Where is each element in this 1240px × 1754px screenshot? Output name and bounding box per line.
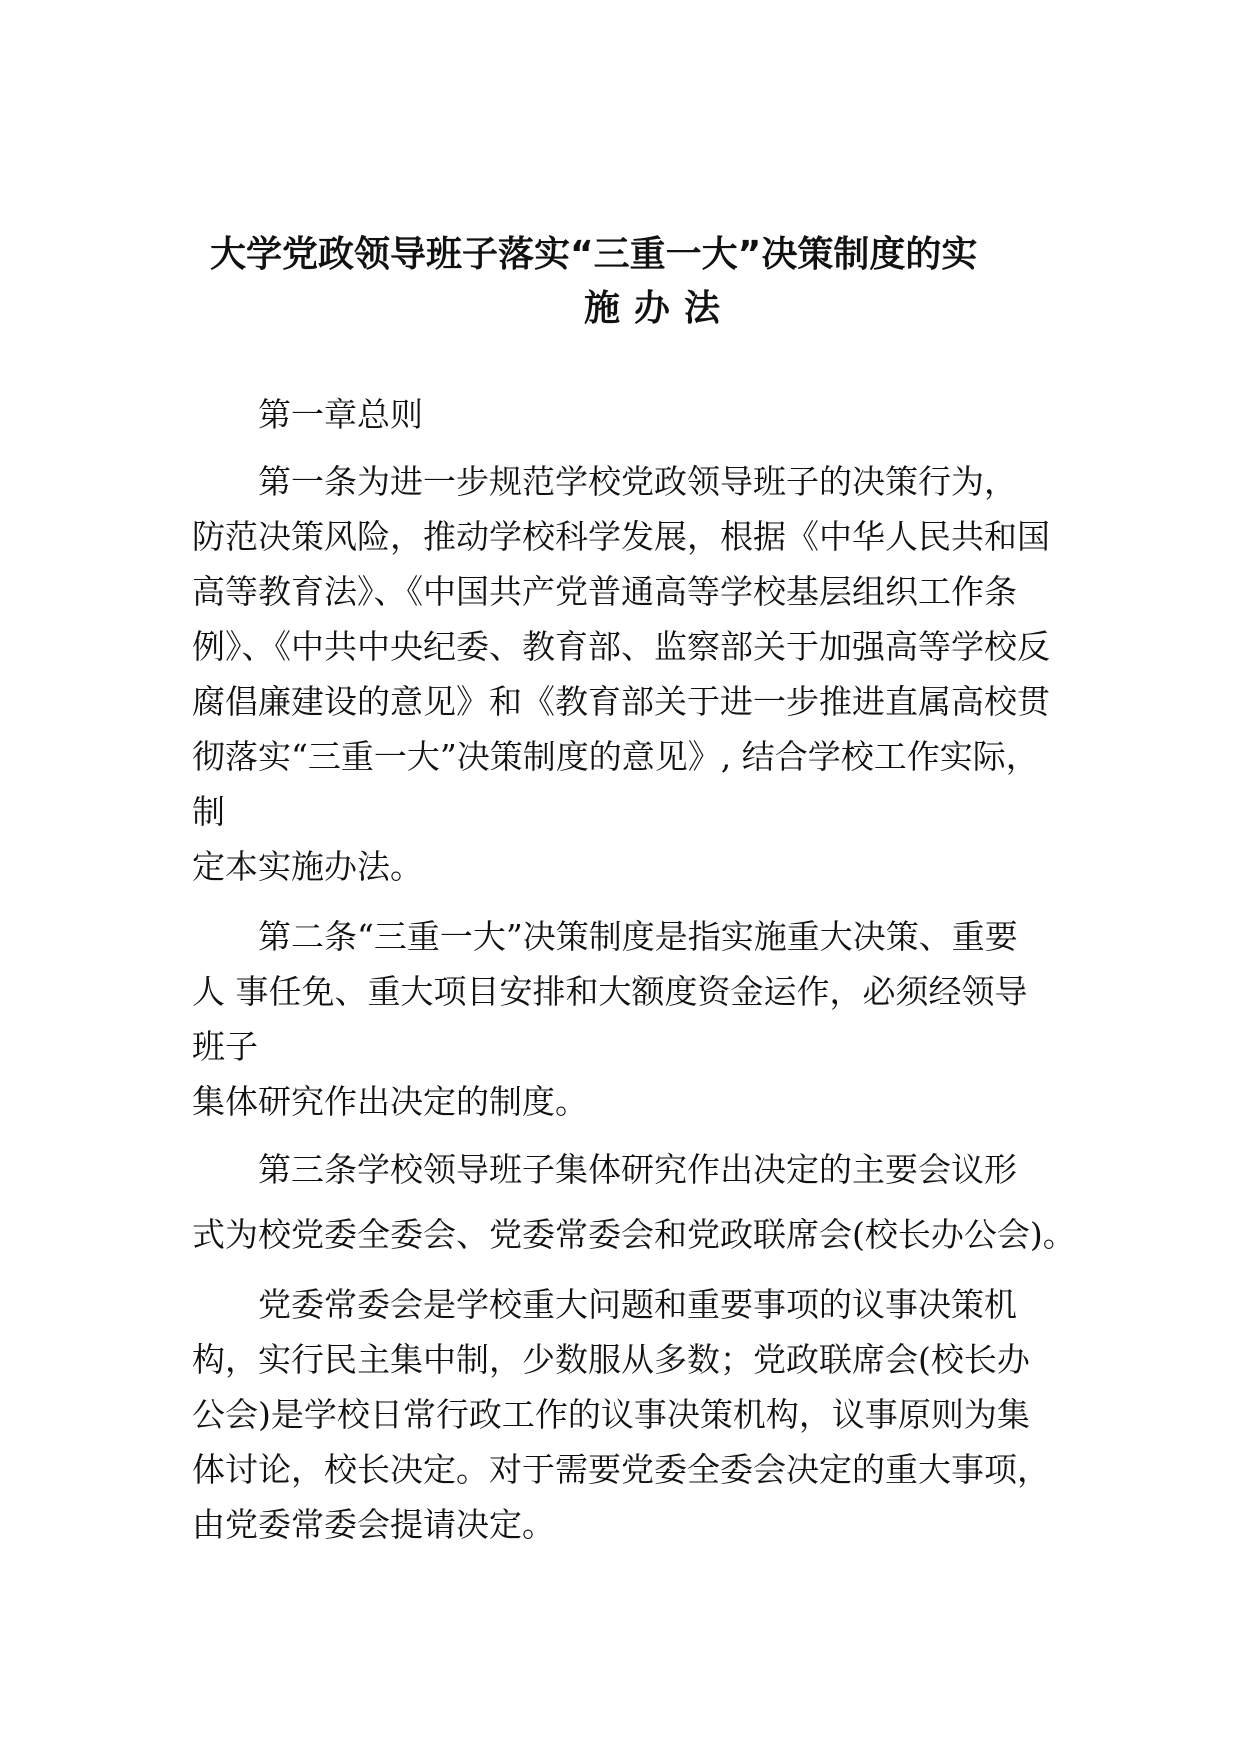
text-line: 第三条学校领导班子集体研究作出决定的主要会议形 xyxy=(258,1150,1017,1189)
text-line: 班子 xyxy=(192,1027,258,1066)
text-line: 构，实行民主集中制，少数服从多数；党政联席会(校长办 xyxy=(192,1340,1030,1379)
document-title-line-1: 大学党政领导班子落实“三重一大”决策制度的实 xyxy=(210,234,978,275)
text-line: 高等教育法》、《中国共产党普通高等学校基层组织工作条 xyxy=(192,572,1017,611)
text-line: 防范决策风险，推动学校科学发展，根据《中华人民共和国 xyxy=(192,517,1050,556)
text-line: 由党委常委会提请决定。 xyxy=(192,1505,555,1544)
text-line: 集体研究作出决定的制度。 xyxy=(192,1082,588,1121)
chapter-heading: 第一章总则 xyxy=(258,395,423,434)
text-line: 式为校党委全委会、党委常委会和党政联席会(校长办公会)。 xyxy=(192,1215,1076,1254)
text-line: 腐倡廉建设的意见》和《教育部关于进一步推进直属高校贯 xyxy=(192,682,1050,721)
text-line: 第二条“三重一大”决策制度是指实施重大决策、重要 xyxy=(258,917,1018,956)
text-line: 第一条为进一步规范学校党政领导班子的决策行为， xyxy=(258,462,1017,501)
text-line: 党委常委会是学校重大问题和重要事项的议事决策机 xyxy=(258,1285,1017,1324)
text-line: 公会)是学校日常行政工作的议事决策机构，议事原则为集 xyxy=(192,1395,1030,1434)
text-line: 制 xyxy=(192,792,225,831)
text-line: 例》、《中共中央纪委、教育部、监察部关于加强高等学校反 xyxy=(192,627,1050,666)
text-line: 彻落实“三重一大”决策制度的意见》, 结合学校工作实际， xyxy=(192,737,1039,776)
text-line: 人 事任免、重大项目安排和大额度资金运作，必须经领导 xyxy=(192,972,1028,1011)
text-line: 定本实施办法。 xyxy=(192,847,423,886)
text-line: 体讨论，校长决定。对于需要党委全委会决定的重大事项， xyxy=(192,1450,1050,1489)
document-title-line-2: 施办法 xyxy=(584,288,735,329)
